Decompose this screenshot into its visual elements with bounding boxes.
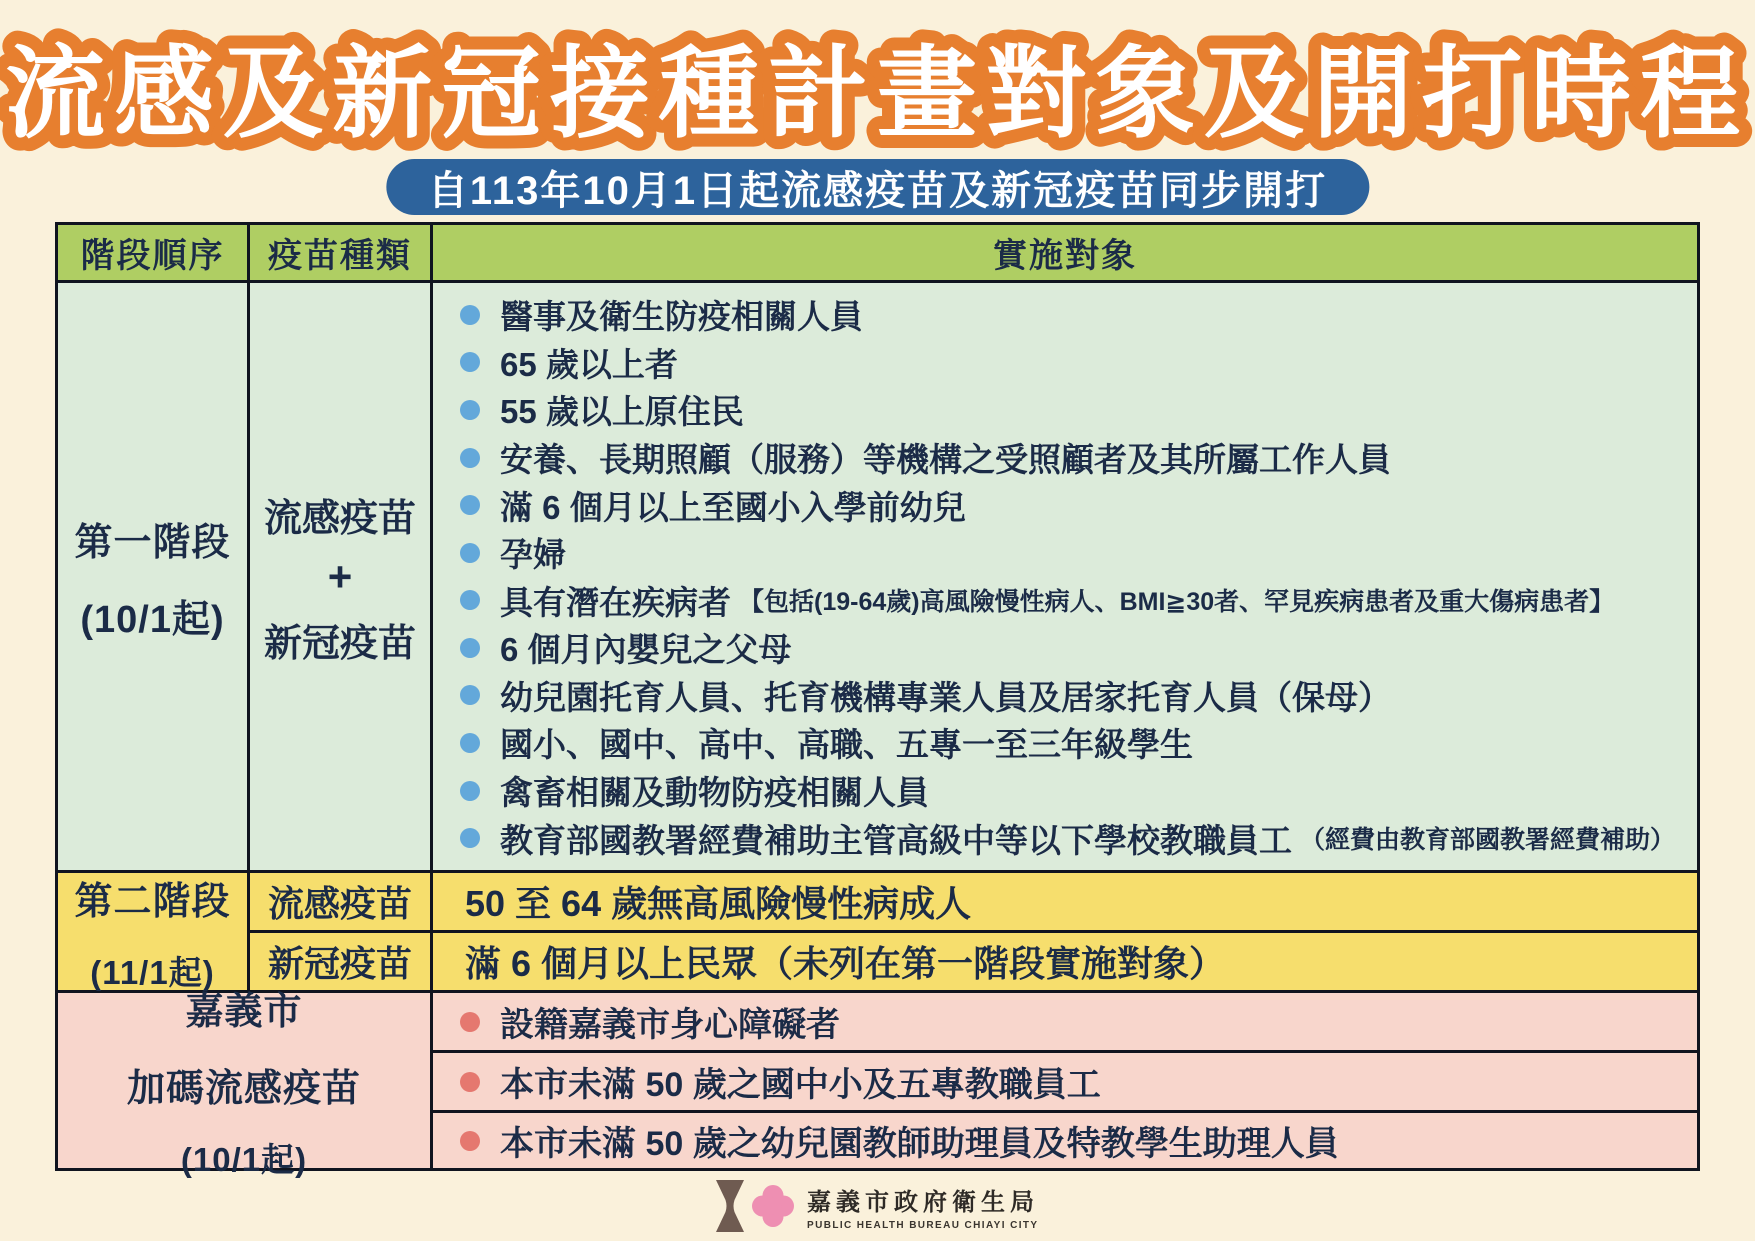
stage1-targets-cell (433, 283, 1697, 870)
bullet-dot-icon (460, 352, 480, 372)
logo-icons (716, 1180, 794, 1232)
bullet-dot-icon (460, 685, 480, 705)
bullet-dot-icon (460, 1072, 480, 1092)
stage2-phase-name: 第二階段 (74, 880, 231, 923)
bullet-dot-icon (460, 448, 480, 468)
list-item (460, 339, 1687, 386)
list-item (460, 577, 1687, 624)
item-text: 孕婦 (500, 536, 566, 574)
list-item (460, 624, 1687, 671)
header-cell-target: 實施對象 (433, 225, 1697, 280)
item-text: 國小、國中、高中、高職、五專一至三年級學生 (500, 726, 1193, 764)
page-title-text: 流感及新冠接種計畫對象及開打時程 (5, 38, 1749, 150)
org-name-en: PUBLIC HEALTH BUREAU CHIAYI CITY (807, 1219, 1039, 1231)
stage3-phase-cell (58, 991, 430, 1178)
list-item (460, 291, 1687, 338)
item-text: 設籍嘉義市身心障礙者 (500, 1006, 840, 1044)
bullet-dot-icon (460, 1131, 480, 1151)
bullet-dot-icon (460, 543, 480, 563)
item-text: 65 歲以上者 (500, 345, 678, 383)
header-cell-vaccine: 疫苗種類 (250, 225, 430, 280)
subtitle-banner (386, 159, 1369, 215)
item-text: 本市未滿 50 歲之國中小及五專教職員工 (500, 1066, 1101, 1104)
stage2-row1-target: 50 至 64 歲無高風險慢性病成人 (433, 873, 1697, 930)
stage1-vaccine-flu: 流感疫苗 (263, 497, 416, 540)
bullet-dot-icon (460, 590, 480, 610)
header-cell-phase: 階段順序 (58, 225, 247, 280)
list-item (460, 719, 1687, 766)
bullet-dot-icon (460, 781, 480, 801)
stage3-phase-city: 嘉義市 (185, 991, 303, 1033)
stage1-phase-name: 第一階段 (74, 521, 231, 564)
page-title (0, 10, 1755, 160)
stage1-phase-date: (10/1起) (80, 598, 225, 641)
item-text: 55 歲以上原住民 (500, 393, 744, 431)
stage2-row2-target: 滿 6 個月以上民眾（未列在第一階段實施對象） (433, 933, 1697, 990)
bullet-dot-icon (460, 733, 480, 753)
item-text: 具有潛在疾病者 (500, 583, 731, 621)
footer-logo (0, 1171, 1755, 1241)
item-text: 6 個月內嬰兒之父母 (500, 631, 792, 669)
stage2-row1-vaccine: 流感疫苗 (250, 873, 430, 930)
stage2-phase-cell (58, 873, 247, 990)
stage3-row2-target (433, 1053, 1697, 1110)
stage1-targets-list (433, 283, 1697, 870)
schedule-table (55, 222, 1700, 1178)
list-item (460, 767, 1687, 814)
item-text: 安養、長期照顧（服務）等機構之受照顧者及其所屬工作人員 (500, 441, 1391, 479)
list-item (460, 482, 1687, 529)
stage1-vaccine-covid: 新冠疫苗 (263, 622, 416, 665)
bullet-dot-icon (460, 305, 480, 325)
stage2-phase-date: (11/1起) (90, 953, 215, 991)
list-item (460, 815, 1687, 862)
item-note: （經費由教育部國教署經費補助） (1300, 826, 1676, 855)
list-item (460, 672, 1687, 719)
hourglass-icon (716, 1180, 744, 1232)
bullet-dot-icon (460, 828, 480, 848)
stage3-phase-date: (10/1起) (180, 1141, 308, 1178)
plus-sign: + (327, 552, 353, 600)
bullet-dot-icon (460, 1012, 480, 1032)
stage1-phase-cell (58, 283, 247, 870)
flower-cross-icon (752, 1185, 794, 1227)
item-text: 教育部國教署經費補助主管高級中等以下學校教職員工 (500, 821, 1292, 859)
item-text: 滿 6 個月以上至國小入學前幼兒 (500, 488, 966, 526)
list-item (460, 529, 1687, 576)
item-text: 禽畜相關及動物防疫相關人員 (500, 774, 929, 812)
stage3-row3-target (433, 1113, 1697, 1168)
item-note: 【包括(19-64歲)高風險慢性病人、BMI≧30者、罕見疾病患者及重大傷病患者】 (739, 588, 1615, 617)
item-text: 本市未滿 50 歲之幼兒園教師助理員及特教學生助理人員 (500, 1125, 1339, 1163)
list-item (460, 386, 1687, 433)
stage3-row1-target (433, 993, 1697, 1050)
subtitle-text: 自113年10月1日起流感疫苗及新冠疫苗同步開打 (427, 168, 1328, 213)
stage1-vaccine-cell (250, 283, 430, 870)
bullet-dot-icon (460, 400, 480, 420)
list-item (460, 434, 1687, 481)
item-text: 幼兒園托育人員、托育機構專業人員及居家托育人員（保母） (500, 678, 1391, 716)
bullet-dot-icon (460, 495, 480, 515)
org-text-block (807, 1182, 1039, 1231)
item-text: 醫事及衛生防疫相關人員 (500, 298, 863, 336)
bullet-dot-icon (460, 638, 480, 658)
org-name: 嘉義市政府衛生局 (807, 1188, 1039, 1216)
stage3-phase-name: 加碼流感疫苗 (126, 1068, 361, 1110)
stage2-row2-vaccine: 新冠疫苗 (250, 933, 430, 990)
